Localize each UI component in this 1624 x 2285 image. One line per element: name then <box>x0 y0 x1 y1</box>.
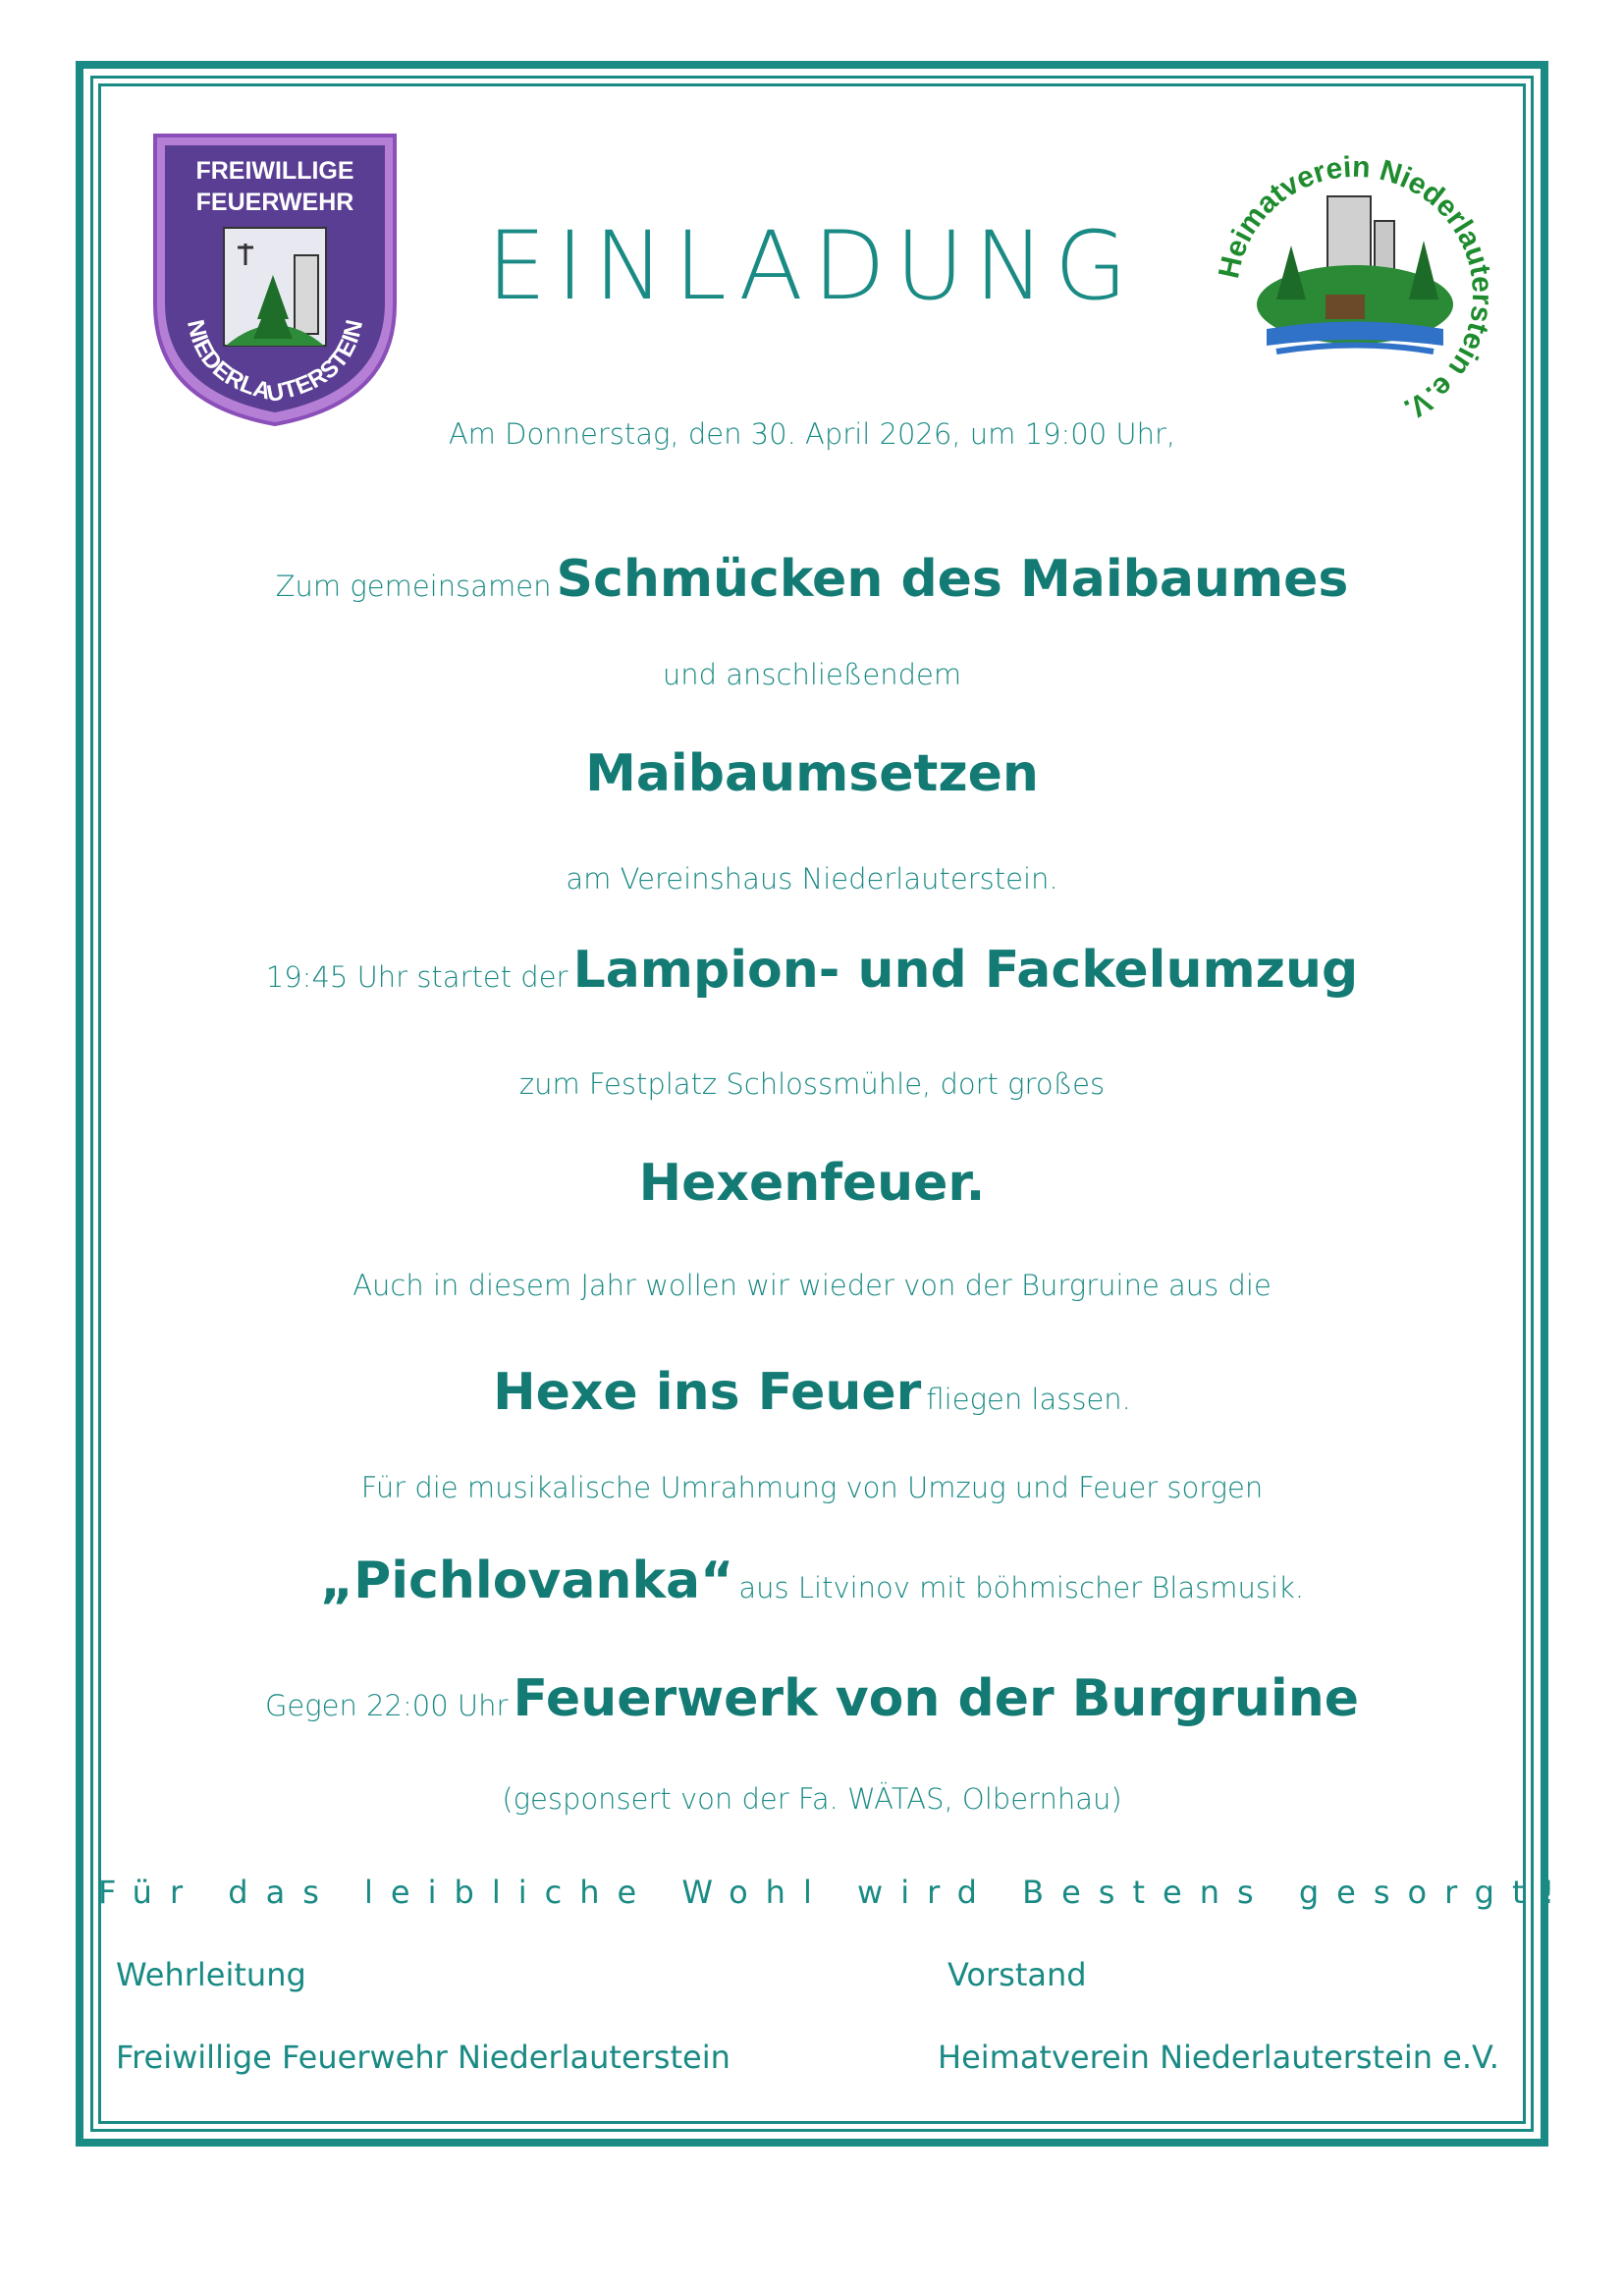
svg-text:FREIWILLIGE: FREIWILLIGE <box>195 157 354 185</box>
signature-right-org: Heimatverein Niederlauterstein e.V. <box>938 2039 1499 2076</box>
line-hexenfeuer: Hexenfeuer. <box>638 1154 986 1213</box>
signature-right-role: Vorstand <box>947 1956 1087 1993</box>
line11-suffix: aus Litvinov mit böhmischer Blasmusik. <box>738 1571 1305 1605</box>
page-title: EINLADUNG <box>486 211 1138 321</box>
line-pichlovanka <box>98 1551 1526 1610</box>
line-lampion <box>98 941 1526 1000</box>
line-feuerwerk <box>98 1669 1526 1728</box>
signature-left-role: Wehrleitung <box>116 1956 306 1993</box>
line12-prefix: Gegen 22:00 Uhr <box>264 1689 509 1722</box>
svg-text:NIEDERLAUTERSTEIN: NIEDERLAUTERSTEIN <box>181 317 369 408</box>
line1-prefix: Zum gemeinsamen <box>275 570 552 603</box>
line11-highlight: „Pichlovanka“ <box>319 1551 734 1610</box>
date-line: Am Donnerstag, den 30. April 2026, um 19:00 Uhr, <box>448 417 1176 451</box>
line5-prefix: 19:45 Uhr startet der <box>265 960 568 994</box>
line-anschliessend: und anschließendem <box>662 658 962 691</box>
line12-highlight: Feuerwerk von der Burgruine <box>513 1669 1360 1728</box>
line1-highlight: Schmücken des Maibaumes <box>556 550 1349 609</box>
line9-highlight: Hexe ins Feuer <box>493 1363 922 1422</box>
line-schmuecken <box>98 550 1526 609</box>
line-sponsor: (gesponsert von der Fa. WÄTAS, Olbernhau) <box>502 1782 1122 1816</box>
line-musik: Für die musikalische Umrahmung von Umzug und Feuer sorgen <box>360 1471 1264 1504</box>
line5-highlight: Lampion- und Fackelumzug <box>572 941 1359 1000</box>
line9-suffix: fliegen lassen. <box>926 1383 1131 1416</box>
line-vereinshaus: am Vereinshaus Niederlauterstein. <box>566 862 1058 896</box>
line-festplatz: zum Festplatz Schlossmühle, dort großes <box>518 1067 1106 1101</box>
svg-text:Heimatverein Niederlauterstein: Heimatverein Niederlauterstein e.V. <box>1213 150 1499 426</box>
line-maibaumsetzen: Maibaumsetzen <box>585 744 1039 803</box>
line-burgruine: Auch in diesem Jahr wollen wir wieder von der Burgruine aus die <box>352 1269 1272 1302</box>
line-hexe-feuer <box>98 1363 1526 1422</box>
signature-left-org: Freiwillige Feuerwehr Niederlauterstein <box>116 2039 731 2076</box>
svg-text:FEUERWEHR: FEUERWEHR <box>195 189 354 216</box>
line-catering: Für das leibliche Wohl wird Bestens gesorgt! <box>98 1874 1573 1911</box>
